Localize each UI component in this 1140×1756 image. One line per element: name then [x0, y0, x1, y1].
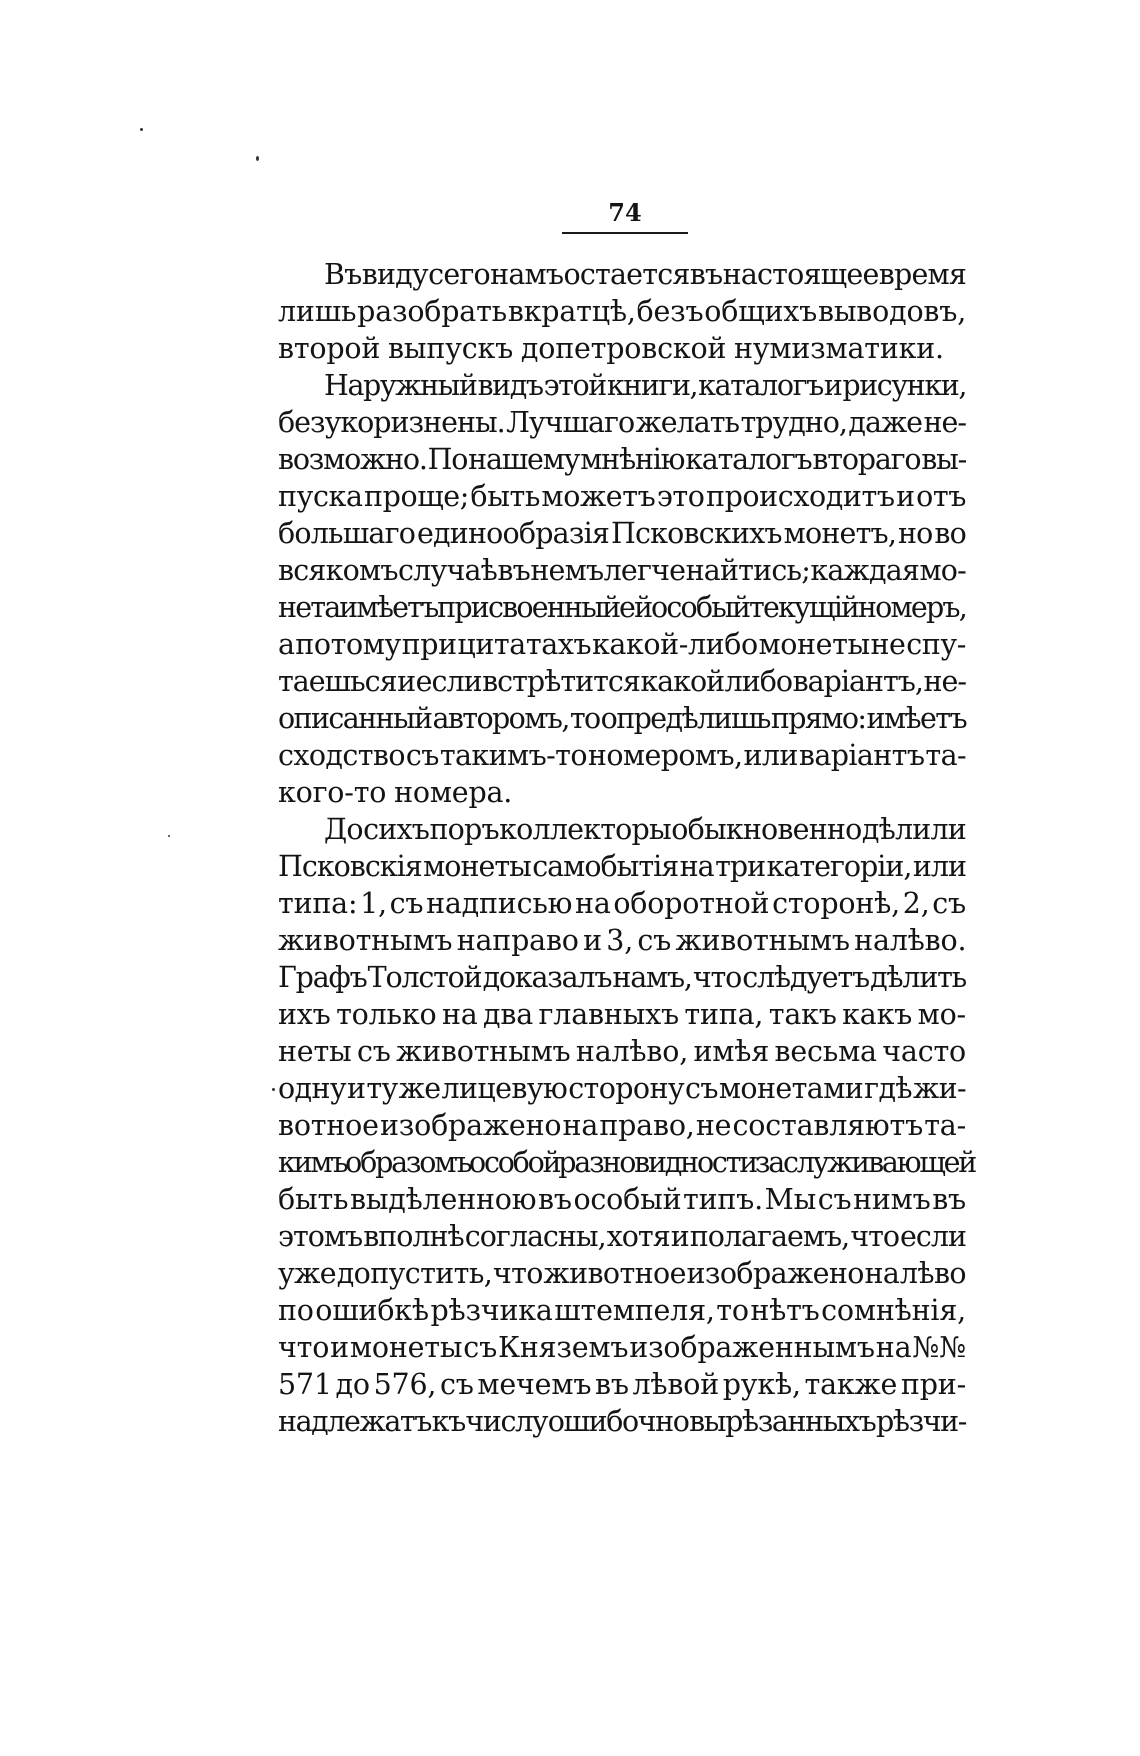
text-line: Въ виду сего намъ остается въ настоящее время: [324, 258, 967, 291]
text-line: неты съ животнымъ налѣво, имѣя весьма часто: [278, 1035, 966, 1068]
text-line: нета имѣетъ присвоенный ей особый текущій номеръ,: [278, 591, 966, 624]
print-speck: [140, 128, 143, 131]
text-line: надлежатъ къ числу ошибочно вырѣзанныхъ рѣзчи-: [278, 1405, 966, 1438]
text-line: а потому при цитатахъ какой-либо монеты не спу-: [278, 628, 966, 661]
text-line: быть выдѣленною въ особый типъ. Мы съ нимъ въ: [278, 1183, 966, 1216]
paragraph-2: [278, 367, 966, 811]
print-speck: [272, 1088, 275, 1091]
text-line: уже допустить, что животное изображено на лѣво: [278, 1257, 966, 1290]
text-line: описанный авторомъ, то опредѣлишь прямо: имѣетъ: [278, 702, 966, 735]
text-line: одну и ту же лицевую сторону съ монетами гдѣ жи-: [278, 1072, 966, 1105]
text-line: всякомъ случаѣ въ немъ легче найтись; каждая мо-: [278, 554, 966, 587]
text-line: кимъ образомъ особой разновидности заслуживающей: [278, 1146, 976, 1179]
text-line: этомъ вполнѣ согласны, хотя и полагаемъ, что если: [278, 1220, 966, 1253]
text-line: вотное изображено на право, не составляютъ та-: [278, 1109, 966, 1142]
text-line: животнымъ направо и 3, съ животнымъ налѣво.: [278, 924, 967, 957]
paragraph-1: [278, 256, 966, 367]
text-line: Псковскія монеты самобытія на три категоріи, или: [278, 850, 966, 883]
text-line: второй выпускъ допетровской нумизматики.: [278, 332, 944, 365]
text-line: безукоризнены. Лучшаго желать трудно, даже не-: [278, 406, 966, 439]
text-line: Графъ Толстой доказалъ намъ, что слѣдуетъ дѣлить: [278, 961, 966, 994]
text-line: сходство съ такимъ-то номеромъ, или варіантъ та-: [278, 739, 966, 772]
text-line: Наружный видъ этой книги, каталогъ и рисунки,: [324, 369, 966, 402]
text-line: по ошибкѣ рѣзчика штемпеля, то нѣтъ сомнѣнія,: [278, 1294, 966, 1327]
text-line: типа: 1, съ надписью на оборотной сторонѣ, 2, съ: [278, 887, 966, 920]
body-text: [278, 256, 976, 1440]
text-line: возможно. По нашему мнѣнію каталогъ втораго вы-: [278, 443, 966, 476]
text-line: таешься и если встрѣтится какой либо варіантъ, не-: [278, 665, 966, 698]
text-line: кого-то номера.: [278, 776, 513, 809]
page-number-rule: [562, 232, 688, 234]
text-line: ихъ только на два главныхъ типа, такъ какъ мо-: [278, 998, 966, 1031]
text-line: лишь разобрать вкратцѣ, безъ общихъ выводовъ,: [278, 295, 967, 328]
text-line: большаго единообразія Псковскихъ монетъ, но во: [278, 517, 966, 550]
print-speck: [168, 835, 170, 837]
text-line: До сихъ поръ коллекторы обыкновенно дѣлили: [324, 813, 966, 846]
paragraph-3: [278, 811, 976, 1440]
text-line: 571 до 576, съ мечемъ въ лѣвой рукѣ, также при-: [278, 1368, 966, 1401]
text-line: пуска проще; быть можетъ это происходитъ и отъ: [278, 480, 966, 513]
print-speck: [256, 156, 259, 161]
text-line: что и монеты съ Княземъ изображеннымъ на №№: [278, 1331, 966, 1364]
page-number: 74: [608, 198, 642, 227]
